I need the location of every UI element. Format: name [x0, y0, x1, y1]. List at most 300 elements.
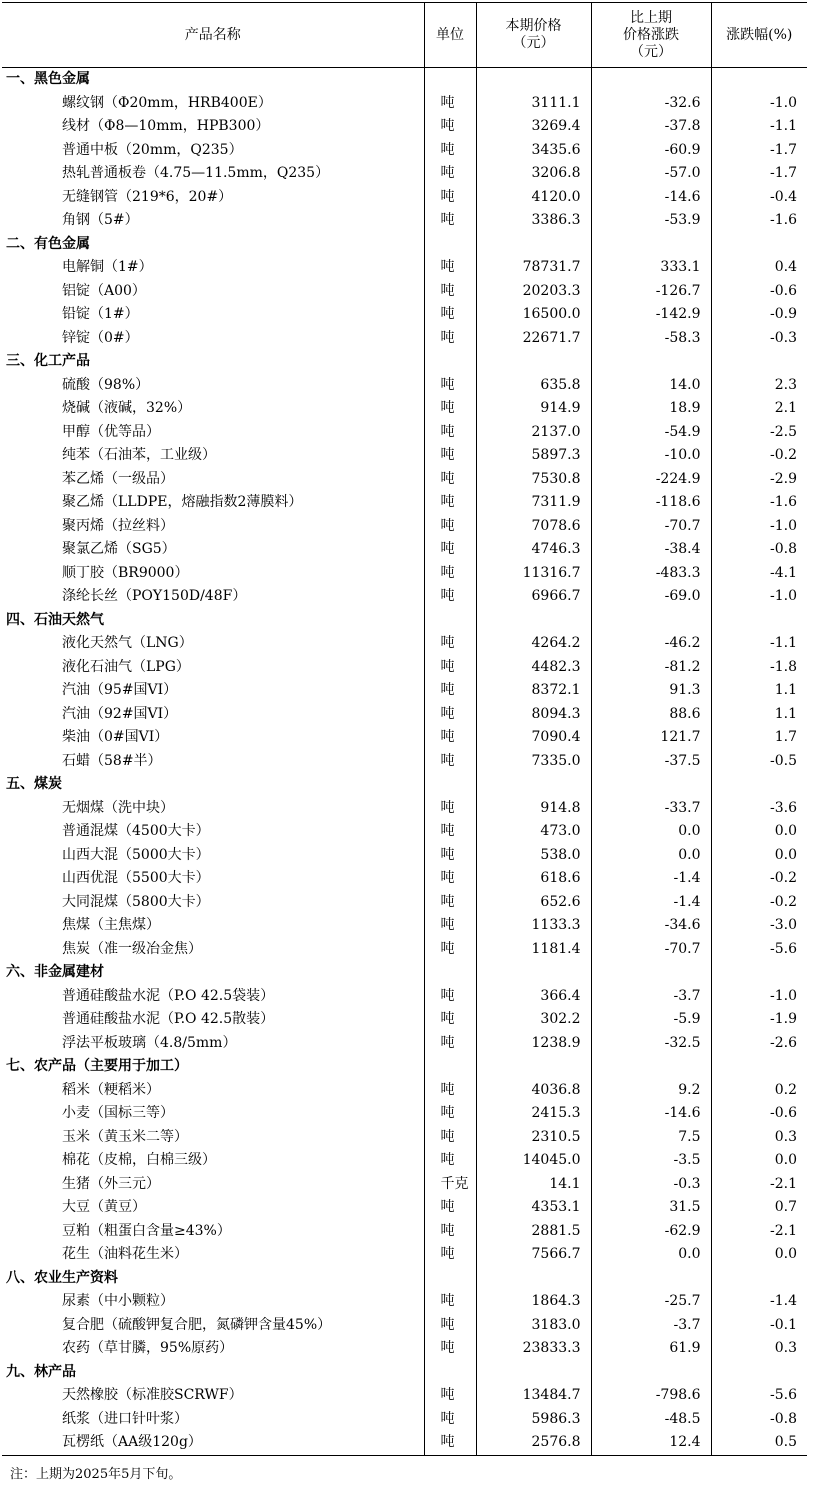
current-price-cell: 7335.0 — [476, 750, 591, 774]
unit-cell: 吨 — [424, 303, 476, 327]
unit-cell: 吨 — [424, 1290, 476, 1314]
product-name-cell: 纸浆（进口针叶浆） — [62, 1410, 188, 1427]
product-name-cell: 石蜡（58#半） — [62, 752, 162, 769]
category-row — [2, 1267, 807, 1291]
current-price-cell: 3183.0 — [476, 1314, 591, 1338]
change-percent-cell: -1.9 — [711, 1008, 807, 1032]
price-change-cell: -3.7 — [591, 1314, 711, 1338]
product-name-cell: 农药（草甘膦，95%原药） — [62, 1340, 234, 1357]
change-percent-cell: -2.1 — [711, 1173, 807, 1197]
product-name-cell: 铅锭（1#） — [62, 306, 139, 323]
current-price-cell: 1133.3 — [476, 914, 591, 938]
table-row — [2, 891, 807, 915]
table-row — [2, 162, 807, 186]
category-title: 六、非金属建材 — [6, 964, 104, 981]
price-change-cell: 91.3 — [591, 679, 711, 703]
header-current-price-line2: （元） — [512, 35, 555, 51]
empty-cell — [476, 350, 591, 374]
change-percent-cell: -4.1 — [711, 562, 807, 586]
empty-cell — [591, 1361, 711, 1385]
price-change-cell: -54.9 — [591, 421, 711, 445]
price-change-cell: -57.0 — [591, 162, 711, 186]
category-row — [2, 961, 807, 985]
unit-cell: 吨 — [424, 468, 476, 492]
change-percent-cell: 0.2 — [711, 1079, 807, 1103]
current-price-cell: 635.8 — [476, 374, 591, 398]
table-row — [2, 1243, 807, 1267]
change-percent-cell: -1.1 — [711, 632, 807, 656]
empty-cell — [591, 609, 711, 633]
product-name-cell: 普通混煤（4500大卡） — [62, 823, 210, 840]
price-change-cell: -25.7 — [591, 1290, 711, 1314]
price-change-cell: -62.9 — [591, 1220, 711, 1244]
price-table-container — [2, 2, 807, 1456]
table-row — [2, 421, 807, 445]
price-change-cell: -60.9 — [591, 139, 711, 163]
product-name-cell: 铝锭（A00） — [62, 282, 146, 299]
header-change-percent: 涨跌幅(%) — [711, 3, 807, 68]
price-change-cell: -5.9 — [591, 1008, 711, 1032]
product-name-cell: 无烟煤（洗中块） — [62, 799, 174, 816]
unit-cell: 吨 — [424, 1337, 476, 1361]
table-row — [2, 938, 807, 962]
empty-cell — [711, 609, 807, 633]
empty-cell — [711, 68, 807, 92]
table-row — [2, 1008, 807, 1032]
product-name-cell: 液化石油气（LPG） — [62, 658, 190, 675]
change-percent-cell: -0.8 — [711, 1408, 807, 1432]
unit-cell: 吨 — [424, 1079, 476, 1103]
unit-cell: 吨 — [424, 985, 476, 1009]
table-row — [2, 209, 807, 233]
current-price-cell: 4746.3 — [476, 538, 591, 562]
product-name-cell: 涤纶长丝（POY150D/48F） — [62, 588, 247, 605]
table-row — [2, 1102, 807, 1126]
change-percent-cell: -0.2 — [711, 867, 807, 891]
change-percent-cell: 0.3 — [711, 1337, 807, 1361]
unit-cell: 吨 — [424, 891, 476, 915]
table-row — [2, 632, 807, 656]
empty-cell — [476, 1267, 591, 1291]
price-change-cell: -38.4 — [591, 538, 711, 562]
change-percent-cell: -1.0 — [711, 585, 807, 609]
product-name-cell: 聚氯乙烯（SG5） — [62, 541, 176, 558]
empty-cell — [424, 1267, 476, 1291]
unit-cell: 吨 — [424, 515, 476, 539]
current-price-cell: 6966.7 — [476, 585, 591, 609]
table-row — [2, 186, 807, 210]
current-price-cell: 2310.5 — [476, 1126, 591, 1150]
current-price-cell: 4036.8 — [476, 1079, 591, 1103]
change-percent-cell: -2.1 — [711, 1220, 807, 1244]
category-title: 二、有色金属 — [6, 235, 90, 252]
unit-cell: 吨 — [424, 1431, 476, 1455]
product-name-cell: 山西优混（5500大卡） — [62, 870, 210, 887]
price-change-cell: -70.7 — [591, 515, 711, 539]
unit-cell: 吨 — [424, 1196, 476, 1220]
header-price-change-line1: 比上期 — [630, 9, 672, 26]
current-price-cell: 16500.0 — [476, 303, 591, 327]
table-row — [2, 1173, 807, 1197]
current-price-cell: 4482.3 — [476, 656, 591, 680]
table-row — [2, 1196, 807, 1220]
price-change-cell: 31.5 — [591, 1196, 711, 1220]
current-price-cell: 7311.9 — [476, 491, 591, 515]
change-percent-cell: -5.6 — [711, 938, 807, 962]
unit-cell: 吨 — [424, 538, 476, 562]
current-price-cell: 2881.5 — [476, 1220, 591, 1244]
product-name-cell: 山西大混（5000大卡） — [62, 846, 210, 863]
table-row — [2, 844, 807, 868]
current-price-cell: 14.1 — [476, 1173, 591, 1197]
product-name-cell: 烧碱（液碱，32%） — [62, 400, 192, 417]
price-change-cell: -3.7 — [591, 985, 711, 1009]
header-price-change-line2: 价格涨跌 — [623, 26, 679, 43]
change-percent-cell: 0.3 — [711, 1126, 807, 1150]
unit-cell: 吨 — [424, 750, 476, 774]
change-percent-cell: -0.6 — [711, 280, 807, 304]
product-name-cell: 角钢（5#） — [62, 212, 139, 229]
change-percent-cell: -3.0 — [711, 914, 807, 938]
category-row — [2, 609, 807, 633]
category-title: 四、石油天然气 — [6, 611, 104, 628]
price-change-cell: -48.5 — [591, 1408, 711, 1432]
empty-cell — [476, 773, 591, 797]
empty-cell — [424, 1361, 476, 1385]
category-row — [2, 773, 807, 797]
unit-cell: 吨 — [424, 1102, 476, 1126]
product-name-cell: 电解铜（1#） — [62, 259, 153, 276]
table-row — [2, 1032, 807, 1056]
empty-cell — [711, 350, 807, 374]
product-name-cell: 硫酸（98%） — [62, 376, 150, 393]
price-change-cell: -34.6 — [591, 914, 711, 938]
unit-cell: 吨 — [424, 1126, 476, 1150]
current-price-cell: 14045.0 — [476, 1149, 591, 1173]
unit-cell: 吨 — [424, 209, 476, 233]
current-price-cell: 914.8 — [476, 797, 591, 821]
price-change-cell: 0.0 — [591, 820, 711, 844]
price-change-cell: -126.7 — [591, 280, 711, 304]
price-change-cell: -69.0 — [591, 585, 711, 609]
product-name-cell: 汽油（95#国VI） — [62, 682, 178, 699]
table-body — [2, 68, 807, 1456]
product-name-cell: 尿素（中小颗粒） — [62, 1293, 174, 1310]
change-percent-cell: -0.2 — [711, 891, 807, 915]
price-change-cell: -1.4 — [591, 867, 711, 891]
price-change-cell: -46.2 — [591, 632, 711, 656]
change-percent-cell: 1.1 — [711, 679, 807, 703]
table-row — [2, 327, 807, 351]
unit-cell: 吨 — [424, 703, 476, 727]
table-row — [2, 726, 807, 750]
category-title: 九、林产品 — [6, 1363, 76, 1380]
product-name-cell: 小麦（国标三等） — [62, 1105, 174, 1122]
price-change-cell: -70.7 — [591, 938, 711, 962]
category-title: 一、黑色金属 — [6, 71, 90, 88]
table-row — [2, 1431, 807, 1455]
table-row — [2, 820, 807, 844]
unit-cell: 吨 — [424, 1314, 476, 1338]
empty-cell — [711, 1361, 807, 1385]
change-percent-cell: -0.1 — [711, 1314, 807, 1338]
change-percent-cell: -1.0 — [711, 985, 807, 1009]
product-name-cell: 锌锭（0#） — [62, 329, 139, 346]
current-price-cell: 3435.6 — [476, 139, 591, 163]
product-name-cell: 热轧普通板卷（4.75—11.5mm，Q235） — [62, 165, 330, 182]
price-change-cell: 14.0 — [591, 374, 711, 398]
unit-cell: 吨 — [424, 797, 476, 821]
unit-cell: 吨 — [424, 1384, 476, 1408]
table-row — [2, 92, 807, 116]
change-percent-cell: 0.0 — [711, 1149, 807, 1173]
table-row — [2, 515, 807, 539]
unit-cell: 吨 — [424, 1243, 476, 1267]
product-name-cell: 花生（油料花生米） — [62, 1246, 188, 1263]
unit-cell: 吨 — [424, 820, 476, 844]
unit-cell: 吨 — [424, 726, 476, 750]
category-title: 三、化工产品 — [6, 353, 90, 370]
header-current-price — [476, 3, 591, 68]
current-price-cell: 3269.4 — [476, 115, 591, 139]
unit-cell: 吨 — [424, 1008, 476, 1032]
product-name-cell: 普通中板（20mm，Q235） — [62, 141, 243, 158]
price-change-cell: -14.6 — [591, 186, 711, 210]
current-price-cell: 8094.3 — [476, 703, 591, 727]
header-price-change-line3: （元） — [630, 43, 672, 60]
table-row — [2, 797, 807, 821]
product-name-cell: 聚丙烯（拉丝料） — [62, 517, 174, 534]
table-row — [2, 656, 807, 680]
category-row — [2, 233, 807, 257]
current-price-cell: 2576.8 — [476, 1431, 591, 1455]
price-change-cell: -37.8 — [591, 115, 711, 139]
change-percent-cell: -0.9 — [711, 303, 807, 327]
product-name-cell: 复合肥（硫酸钾复合肥，氮磷钾含量45%） — [62, 1316, 332, 1333]
empty-cell — [424, 68, 476, 92]
price-change-cell: -37.5 — [591, 750, 711, 774]
footnote: 注：上期为2025年5月下旬。 — [10, 1467, 182, 1482]
unit-cell: 吨 — [424, 92, 476, 116]
empty-cell — [424, 773, 476, 797]
empty-cell — [591, 961, 711, 985]
unit-cell: 吨 — [424, 938, 476, 962]
change-percent-cell: 2.3 — [711, 374, 807, 398]
price-change-cell: -32.5 — [591, 1032, 711, 1056]
unit-cell: 千克 — [424, 1173, 476, 1197]
empty-cell — [476, 1361, 591, 1385]
current-price-cell: 366.4 — [476, 985, 591, 1009]
current-price-cell: 4120.0 — [476, 186, 591, 210]
unit-cell: 吨 — [424, 844, 476, 868]
empty-cell — [711, 961, 807, 985]
empty-cell — [591, 773, 711, 797]
product-name-cell: 顺丁胶（BR9000） — [62, 564, 189, 581]
price-change-cell: 61.9 — [591, 1337, 711, 1361]
price-change-cell: -32.6 — [591, 92, 711, 116]
unit-cell: 吨 — [424, 397, 476, 421]
product-name-cell: 苯乙烯（一级品） — [62, 470, 174, 487]
table-row — [2, 1149, 807, 1173]
price-table — [2, 2, 807, 1456]
price-change-cell: 0.0 — [591, 844, 711, 868]
table-row — [2, 679, 807, 703]
price-change-cell: 9.2 — [591, 1079, 711, 1103]
change-percent-cell: -1.7 — [711, 162, 807, 186]
price-change-cell: -118.6 — [591, 491, 711, 515]
unit-cell: 吨 — [424, 585, 476, 609]
current-price-cell: 20203.3 — [476, 280, 591, 304]
table-row — [2, 1384, 807, 1408]
current-price-cell: 5986.3 — [476, 1408, 591, 1432]
price-change-cell: -142.9 — [591, 303, 711, 327]
unit-cell: 吨 — [424, 162, 476, 186]
table-row — [2, 538, 807, 562]
price-change-cell: -483.3 — [591, 562, 711, 586]
product-name-cell: 聚乙烯（LLDPE，熔融指数2薄膜料） — [62, 494, 303, 511]
product-name-cell: 纯苯（石油苯，工业级） — [62, 447, 216, 464]
change-percent-cell: -1.4 — [711, 1290, 807, 1314]
empty-cell — [591, 233, 711, 257]
current-price-cell: 8372.1 — [476, 679, 591, 703]
price-change-cell: -53.9 — [591, 209, 711, 233]
empty-cell — [424, 961, 476, 985]
price-change-cell: -3.5 — [591, 1149, 711, 1173]
table-row — [2, 1408, 807, 1432]
current-price-cell: 1864.3 — [476, 1290, 591, 1314]
change-percent-cell: -1.0 — [711, 92, 807, 116]
table-row — [2, 468, 807, 492]
category-row — [2, 1055, 807, 1079]
price-change-cell: 88.6 — [591, 703, 711, 727]
table-row — [2, 867, 807, 891]
product-name-cell: 棉花（皮棉，白棉三级） — [62, 1152, 216, 1169]
change-percent-cell: 0.4 — [711, 256, 807, 280]
product-name-cell: 柴油（0#国VI） — [62, 729, 169, 746]
current-price-cell: 4353.1 — [476, 1196, 591, 1220]
table-row — [2, 1337, 807, 1361]
change-percent-cell: -0.5 — [711, 750, 807, 774]
product-name-cell: 无缝钢管（219*6，20#） — [62, 188, 233, 205]
current-price-cell: 652.6 — [476, 891, 591, 915]
change-percent-cell: -1.6 — [711, 491, 807, 515]
change-percent-cell: -2.5 — [711, 421, 807, 445]
price-change-cell: 7.5 — [591, 1126, 711, 1150]
change-percent-cell: 1.1 — [711, 703, 807, 727]
empty-cell — [424, 609, 476, 633]
price-change-cell: -0.3 — [591, 1173, 711, 1197]
unit-cell: 吨 — [424, 421, 476, 445]
empty-cell — [711, 773, 807, 797]
price-change-cell: -798.6 — [591, 1384, 711, 1408]
price-change-cell: -224.9 — [591, 468, 711, 492]
change-percent-cell: -1.7 — [711, 139, 807, 163]
change-percent-cell: -0.2 — [711, 444, 807, 468]
price-change-cell: 121.7 — [591, 726, 711, 750]
unit-cell: 吨 — [424, 374, 476, 398]
product-name-cell: 焦煤（主焦煤） — [62, 917, 160, 934]
product-name-cell: 大豆（黄豆） — [62, 1199, 146, 1216]
product-name-cell: 焦炭（准一级冶金焦） — [62, 940, 202, 957]
unit-cell: 吨 — [424, 186, 476, 210]
price-change-cell: -14.6 — [591, 1102, 711, 1126]
table-row — [2, 303, 807, 327]
unit-cell: 吨 — [424, 115, 476, 139]
current-price-cell: 4264.2 — [476, 632, 591, 656]
category-title: 五、煤炭 — [6, 776, 62, 793]
product-name-cell: 玉米（黄玉米二等） — [62, 1128, 188, 1145]
category-row — [2, 68, 807, 92]
current-price-cell: 473.0 — [476, 820, 591, 844]
current-price-cell: 618.6 — [476, 867, 591, 891]
change-percent-cell: -1.0 — [711, 515, 807, 539]
unit-cell: 吨 — [424, 914, 476, 938]
change-percent-cell: 0.0 — [711, 820, 807, 844]
table-row — [2, 491, 807, 515]
empty-cell — [424, 233, 476, 257]
empty-cell — [591, 1055, 711, 1079]
header-product-name: 产品名称 — [2, 3, 424, 68]
table-row — [2, 985, 807, 1009]
unit-cell: 吨 — [424, 1408, 476, 1432]
empty-cell — [591, 68, 711, 92]
unit-cell: 吨 — [424, 867, 476, 891]
header-current-price-line1: 本期价格 — [505, 18, 562, 34]
change-percent-cell: -2.6 — [711, 1032, 807, 1056]
unit-cell: 吨 — [424, 256, 476, 280]
change-percent-cell: -0.8 — [711, 538, 807, 562]
price-change-cell: -1.4 — [591, 891, 711, 915]
unit-cell: 吨 — [424, 327, 476, 351]
unit-cell: 吨 — [424, 1149, 476, 1173]
change-percent-cell: 2.1 — [711, 397, 807, 421]
current-price-cell: 23833.3 — [476, 1337, 591, 1361]
table-row — [2, 115, 807, 139]
current-price-cell: 2415.3 — [476, 1102, 591, 1126]
change-percent-cell: 0.7 — [711, 1196, 807, 1220]
current-price-cell: 78731.7 — [476, 256, 591, 280]
unit-cell: 吨 — [424, 444, 476, 468]
unit-cell: 吨 — [424, 679, 476, 703]
current-price-cell: 3111.1 — [476, 92, 591, 116]
product-name-cell: 生猪（外三元） — [62, 1175, 160, 1192]
unit-cell: 吨 — [424, 562, 476, 586]
price-change-cell: 333.1 — [591, 256, 711, 280]
change-percent-cell: -3.6 — [711, 797, 807, 821]
table-row — [2, 139, 807, 163]
table-header — [2, 3, 807, 68]
change-percent-cell: 1.7 — [711, 726, 807, 750]
unit-cell: 吨 — [424, 491, 476, 515]
price-change-cell: 12.4 — [591, 1431, 711, 1455]
product-name-cell: 瓦楞纸（AA级120g） — [2, 1431, 424, 1455]
current-price-cell: 5897.3 — [476, 444, 591, 468]
unit-cell: 吨 — [424, 280, 476, 304]
unit-cell: 吨 — [424, 139, 476, 163]
unit-cell: 吨 — [424, 632, 476, 656]
empty-cell — [476, 1055, 591, 1079]
empty-cell — [711, 1267, 807, 1291]
product-name-cell: 普通硅酸盐水泥（P.O 42.5散装） — [62, 1011, 275, 1028]
product-name-cell: 豆粕（粗蛋白含量≥43%） — [62, 1222, 231, 1239]
empty-cell — [591, 350, 711, 374]
price-change-cell: 18.9 — [591, 397, 711, 421]
empty-cell — [476, 961, 591, 985]
table-row — [2, 444, 807, 468]
table-row — [2, 914, 807, 938]
table-row — [2, 256, 807, 280]
product-name-cell: 线材（Φ8—10mm，HPB300） — [62, 118, 270, 135]
